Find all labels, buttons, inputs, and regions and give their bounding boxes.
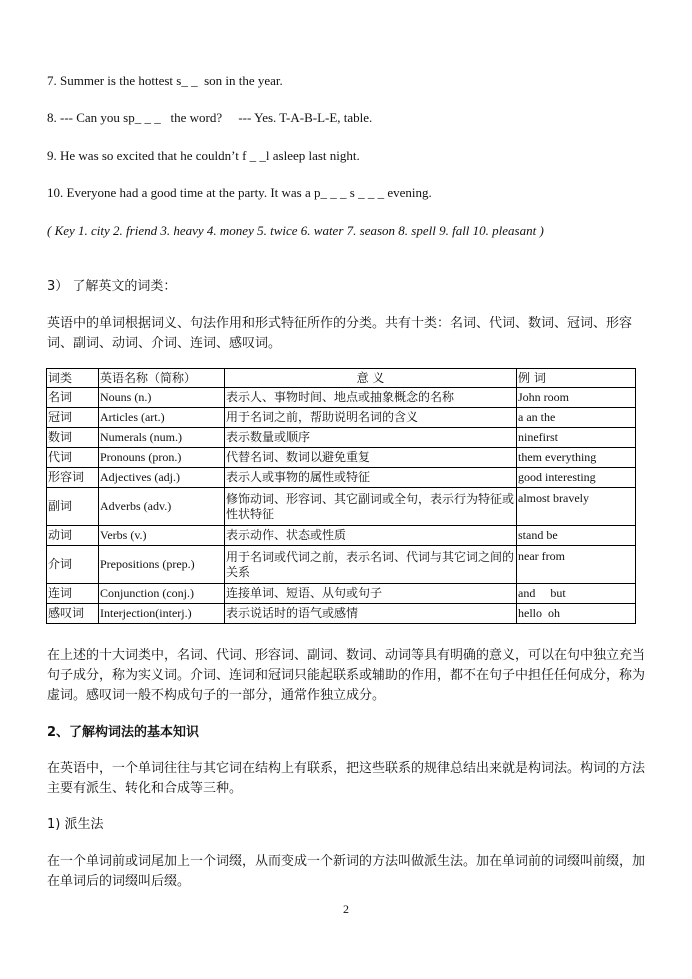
table-row [47,428,636,448]
cell-english-name: Nouns (n.) [99,388,225,408]
cell-word-class: 形容词 [47,468,99,488]
cell-example: John room [517,388,636,408]
cell-example: a an the [517,408,636,428]
header-example: 例 词 [517,369,636,388]
section2-paragraph: 在英语中，一个单词往往与其它词在结构上有联系，把这些联系的规律总结出来就是构词法。构词的方法主要有派生、转化和合成等三种。 [47,761,646,796]
table-row [47,546,636,584]
cell-meaning: 表示说话时的语气或感情 [225,604,517,624]
cell-english-name: Numerals (num.) [99,428,225,448]
table-row [47,604,636,624]
intro-paragraph: 英语中的单词根据词义、句法作用和形式特征所作的分类。共有十类：名词、代词、数词、冠词、形容词、副词、动词、介词、连词、感叹词。 [47,316,633,351]
table-header-row [47,369,636,388]
cell-example: them everything [517,448,636,468]
subsection1-heading: 1) 派生法 [47,817,104,832]
cell-word-class: 介词 [47,546,99,584]
table-row [47,468,636,488]
cell-example: near from [517,546,636,584]
cell-example: hello oh [517,604,636,624]
cell-meaning: 用于名词之前，帮助说明名词的含义 [225,408,517,428]
cell-english-name: Pronouns (pron.) [99,448,225,468]
table-row [47,488,636,526]
answer-key: ( Key 1. city 2. friend 3. heavy 4. money 5. twice 6. water 7. season 8. spell 9. fall 10. pleasant ) [47,223,544,238]
header-english-name: 英语名称（简称） [99,369,225,388]
exercise-8: 8. --- Can you sp_ _ _ the word? --- Yes. T-A-B-L-E, table. [47,110,373,125]
section2-heading: 2、了解构词法的基本知识 [47,725,200,740]
cell-english-name: Adverbs (adv.) [99,488,225,526]
exercise-7: 7. Summer is the hottest s_ _ son in the year. [47,73,283,88]
section3-heading: 3） 了解英文的词类： [47,279,177,294]
table-row [47,408,636,428]
table-row [47,584,636,604]
cell-english-name: Adjectives (adj.) [99,468,225,488]
cell-example: and but [517,584,636,604]
cell-meaning: 用于名词或代词之前，表示名词、代词与其它词之间的关系 [225,546,517,584]
after-table-paragraph: 在上述的十大词类中，名词、代词、形容词、副词、数词、动词等具有明确的意义，可以在句中独立充当句子成分，称为实义词。介词、连词和冠词只能起联系或辅助的作用，都不在句子中担任任何成分，称为虚词。感叹词一般不构成句子的一部分，通常作独立成分。 [47,648,646,703]
cell-word-class: 冠词 [47,408,99,428]
cell-meaning: 表示人、事物时间、地点或抽象概念的名称 [225,388,517,408]
cell-word-class: 副词 [47,488,99,526]
cell-word-class: 名词 [47,388,99,408]
cell-meaning: 表示数量或顺序 [225,428,517,448]
cell-word-class: 代词 [47,448,99,468]
table-row [47,388,636,408]
cell-meaning: 修饰动词、形容词、其它副词或全句，表示行为特征或性状特征 [225,488,517,526]
page-number: 2 [343,902,349,916]
cell-english-name: Interjection(interj.) [99,604,225,624]
cell-meaning: 表示人或事物的属性或特征 [225,468,517,488]
header-word-class: 词类 [47,369,99,388]
cell-word-class: 动词 [47,526,99,546]
cell-word-class: 数词 [47,428,99,448]
table-row [47,526,636,546]
exercise-10: 10. Everyone had a good time at the party. It was a p_ _ _ s _ _ _ evening. [47,185,432,200]
table-row [47,448,636,468]
word-class-table [46,368,636,624]
cell-meaning: 表示动作、状态或性质 [225,526,517,546]
header-meaning: 意 义 [225,369,517,388]
cell-english-name: Verbs (v.) [99,526,225,546]
cell-word-class: 连词 [47,584,99,604]
cell-english-name: Conjunction (conj.) [99,584,225,604]
exercise-9: 9. He was so excited that he couldn’t f _ _l asleep last night. [47,148,360,163]
cell-example: almost bravely [517,488,636,526]
cell-english-name: Prepositions (prep.) [99,546,225,584]
subsection1-paragraph: 在一个单词前或词尾加上一个词缀，从而变成一个新词的方法叫做派生法。加在单词前的词缀叫前缀，加在单词后的词缀叫后缀。 [47,854,646,889]
cell-example: stand be [517,526,636,546]
cell-word-class: 感叹词 [47,604,99,624]
cell-example: ninefirst [517,428,636,448]
cell-english-name: Articles (art.) [99,408,225,428]
cell-meaning: 代替名词、数词以避免重复 [225,448,517,468]
cell-example: good interesting [517,468,636,488]
cell-meaning: 连接单词、短语、从句或句子 [225,584,517,604]
